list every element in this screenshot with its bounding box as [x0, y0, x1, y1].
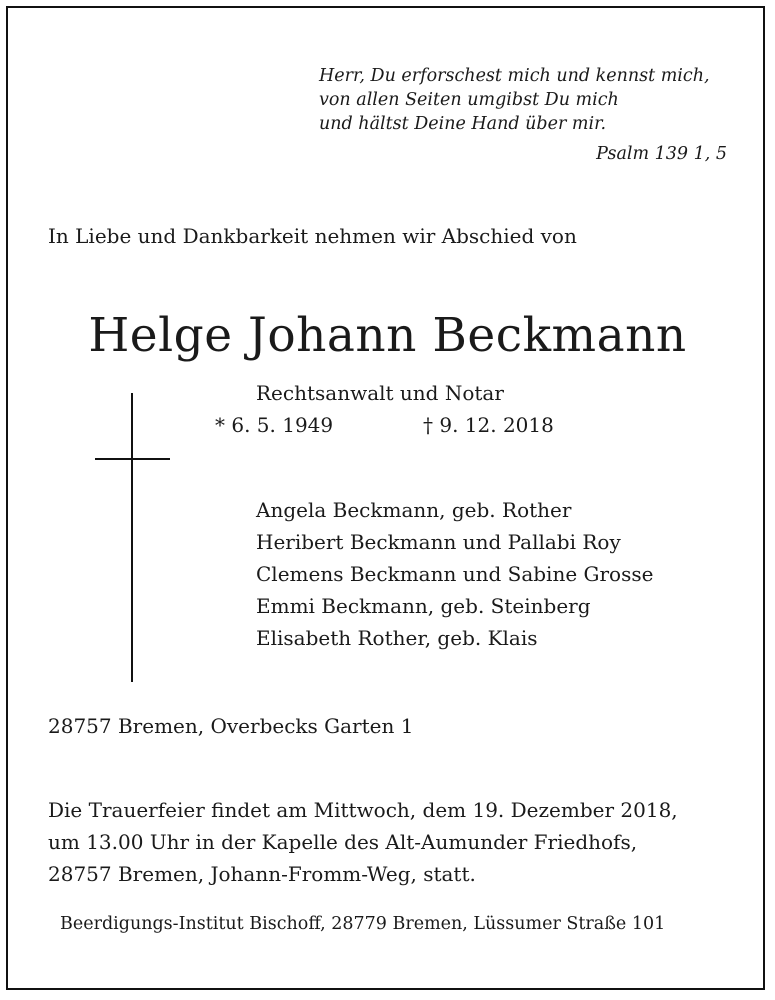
cross-horizontal-bar [95, 458, 170, 460]
mourners-list [256, 498, 653, 658]
intro-text: In Liebe und Dankbarkeit nehmen wir Abschied von [48, 224, 577, 248]
quote-line-1: Herr, Du erforschest mich und kennst mich, [319, 66, 710, 86]
funeral-line-1: Die Trauerfeier findet am Mittwoch, dem 19. Dezember 2018, [48, 798, 678, 822]
address: 28757 Bremen, Overbecks Garten 1 [48, 714, 414, 738]
deceased-name: Helge Johann Beckmann [88, 308, 687, 363]
quote-line-3: und hältst Deine Hand über mir. [319, 114, 607, 134]
psalm-reference: Psalm 139 1, 5 [596, 144, 727, 164]
mourner-3: Clemens Beckmann und Sabine Grosse [256, 562, 654, 586]
mourner-1: Angela Beckmann, geb. Rother [256, 498, 572, 522]
cross-vertical-bar [131, 393, 133, 682]
quote-line-2: von allen Seiten umgibst Du mich [319, 90, 619, 110]
funeral-notice [48, 794, 678, 890]
mourner-2: Heribert Beckmann und Pallabi Roy [256, 530, 621, 554]
death-date: † 9. 12. 2018 [423, 413, 554, 437]
mourner-5: Elisabeth Rother, geb. Klais [256, 626, 538, 650]
birth-date: * 6. 5. 1949 [215, 413, 334, 437]
funeral-line-2: um 13.00 Uhr in der Kapelle des Alt-Aumunder Friedhofs, [48, 830, 638, 854]
mourner-4: Emmi Beckmann, geb. Steinberg [256, 594, 591, 618]
funeral-line-3: 28757 Bremen, Johann-Fromm-Weg, statt. [48, 862, 476, 886]
deceased-title: Rechtsanwalt und Notar [256, 381, 504, 405]
psalm-quote [319, 64, 710, 136]
undertaker-info: Beerdigungs-Institut Bischoff, 28779 Bremen, Lüssumer Straße 101 [60, 914, 666, 934]
